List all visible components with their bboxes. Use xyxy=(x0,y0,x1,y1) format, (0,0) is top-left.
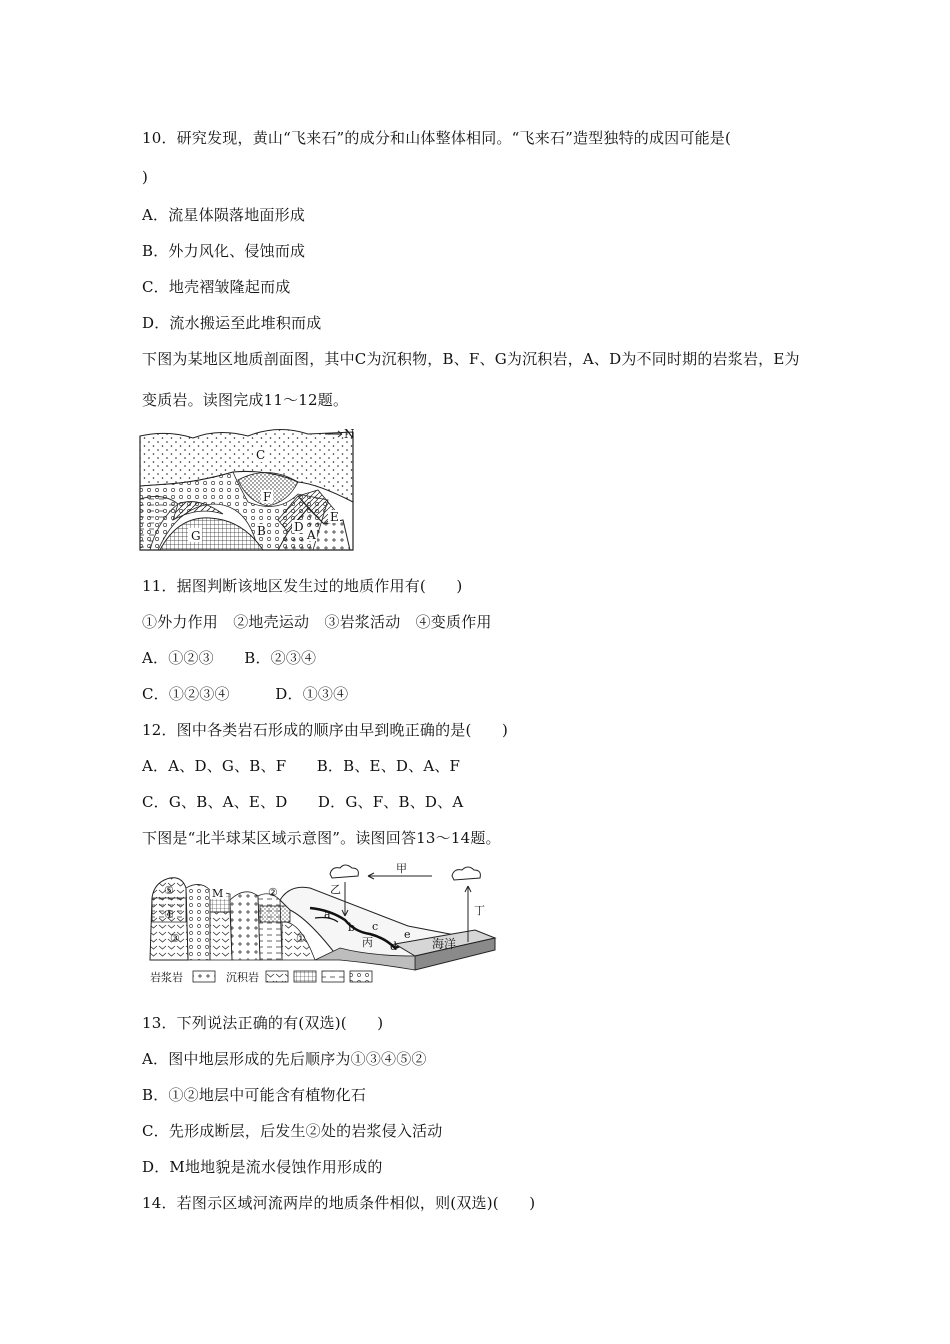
region-schematic-drawing xyxy=(150,865,495,982)
q12-stem: 12．图中各类岩石形成的顺序由早到晚正确的是( ) xyxy=(142,721,508,739)
label-ding: 丁 xyxy=(474,904,485,917)
q11-options-row2: C．①②③④ D．①③④ xyxy=(142,685,349,703)
q13-option-a: A．图中地层形成的先后顺序为①③④⑤② xyxy=(142,1050,427,1068)
label-g: G xyxy=(191,529,201,543)
label-2: ② xyxy=(268,886,278,899)
q13-option-c: C．先形成断层，后发生②处的岩浆侵入活动 xyxy=(142,1122,443,1140)
label-d: d xyxy=(390,940,398,953)
legend-igneous-label: 岩浆岩 xyxy=(150,971,183,984)
label-5: ⑤ xyxy=(164,884,174,897)
q10-option-a: A．流星体陨落地面形成 xyxy=(142,206,306,224)
label-yi: 乙 xyxy=(330,883,341,896)
label-c: c xyxy=(372,920,379,933)
q10-option-c: C．地壳褶皱隆起而成 xyxy=(142,278,291,296)
label-m: M xyxy=(212,887,224,900)
label-b: B xyxy=(257,524,266,538)
q10-stem: 10．研究发现，黄山“飞来石”的成分和山体整体相同。“飞来石”造型独特的成因可能是( xyxy=(142,129,732,147)
intro-11-12-line2: 变质岩。读图完成11～12题。 xyxy=(142,391,349,409)
q13-stem: 13．下列说法正确的有(双选)( ) xyxy=(142,1014,384,1032)
label-4: ④ xyxy=(164,908,174,921)
geologic-section-figure xyxy=(138,424,360,554)
q10-option-d: D．流水搬运至此堆积而成 xyxy=(142,314,322,332)
label-d: D xyxy=(294,520,304,534)
label-a: A xyxy=(307,528,316,542)
label-bing: 丙 xyxy=(362,936,373,949)
label-jia: 甲 xyxy=(396,862,407,875)
q13-option-b: B．①②地层中可能含有植物化石 xyxy=(142,1086,367,1104)
legend-sedimentary-label: 沉积岩 xyxy=(226,971,259,984)
q11-options-row1: A．①②③ B．②③④ xyxy=(142,649,317,667)
label-e: E xyxy=(330,510,339,524)
label-1: ① xyxy=(296,932,306,945)
label-e: e xyxy=(404,928,411,941)
geologic-section-layers xyxy=(140,429,353,550)
q11-items: ①外力作用 ②地壳运动 ③岩浆活动 ④变质作用 xyxy=(142,613,492,631)
q11-stem: 11．据图判断该地区发生过的地质作用有( ) xyxy=(142,577,463,595)
label-f: F xyxy=(263,490,272,504)
label-c: C xyxy=(256,448,266,462)
q10-stem-end: ) xyxy=(142,168,149,186)
label-a: a xyxy=(324,908,331,921)
q14-stem: 14．若图示区域河流两岸的地质条件相似，则(双选)( ) xyxy=(142,1194,536,1212)
region-schematic-figure xyxy=(140,860,502,992)
label-b: b xyxy=(348,921,356,934)
label-3: ③ xyxy=(170,932,180,945)
q10-option-b: B．外力风化、侵蚀而成 xyxy=(142,242,306,260)
q13-option-d: D．M地地貌是流水侵蚀作用形成的 xyxy=(142,1158,383,1176)
intro-11-12-line1: 下图为某地区地质剖面图，其中C为沉积物，B、F、G为沉积岩，A、D为不同时期的岩浆岩，E为 xyxy=(142,350,800,368)
q12-options-row2: C．G、B、A、E、D D．G、F、B、D、A xyxy=(142,793,464,811)
q12-options-row1: A．A、D、G、B、F B．B、E、D、A、F xyxy=(142,757,461,775)
intro-13-14: 下图是“北半球某区域示意图”。读图回答13～14题。 xyxy=(142,829,501,847)
label-ocean: 海洋 xyxy=(432,937,457,951)
north-label: N xyxy=(344,427,355,441)
